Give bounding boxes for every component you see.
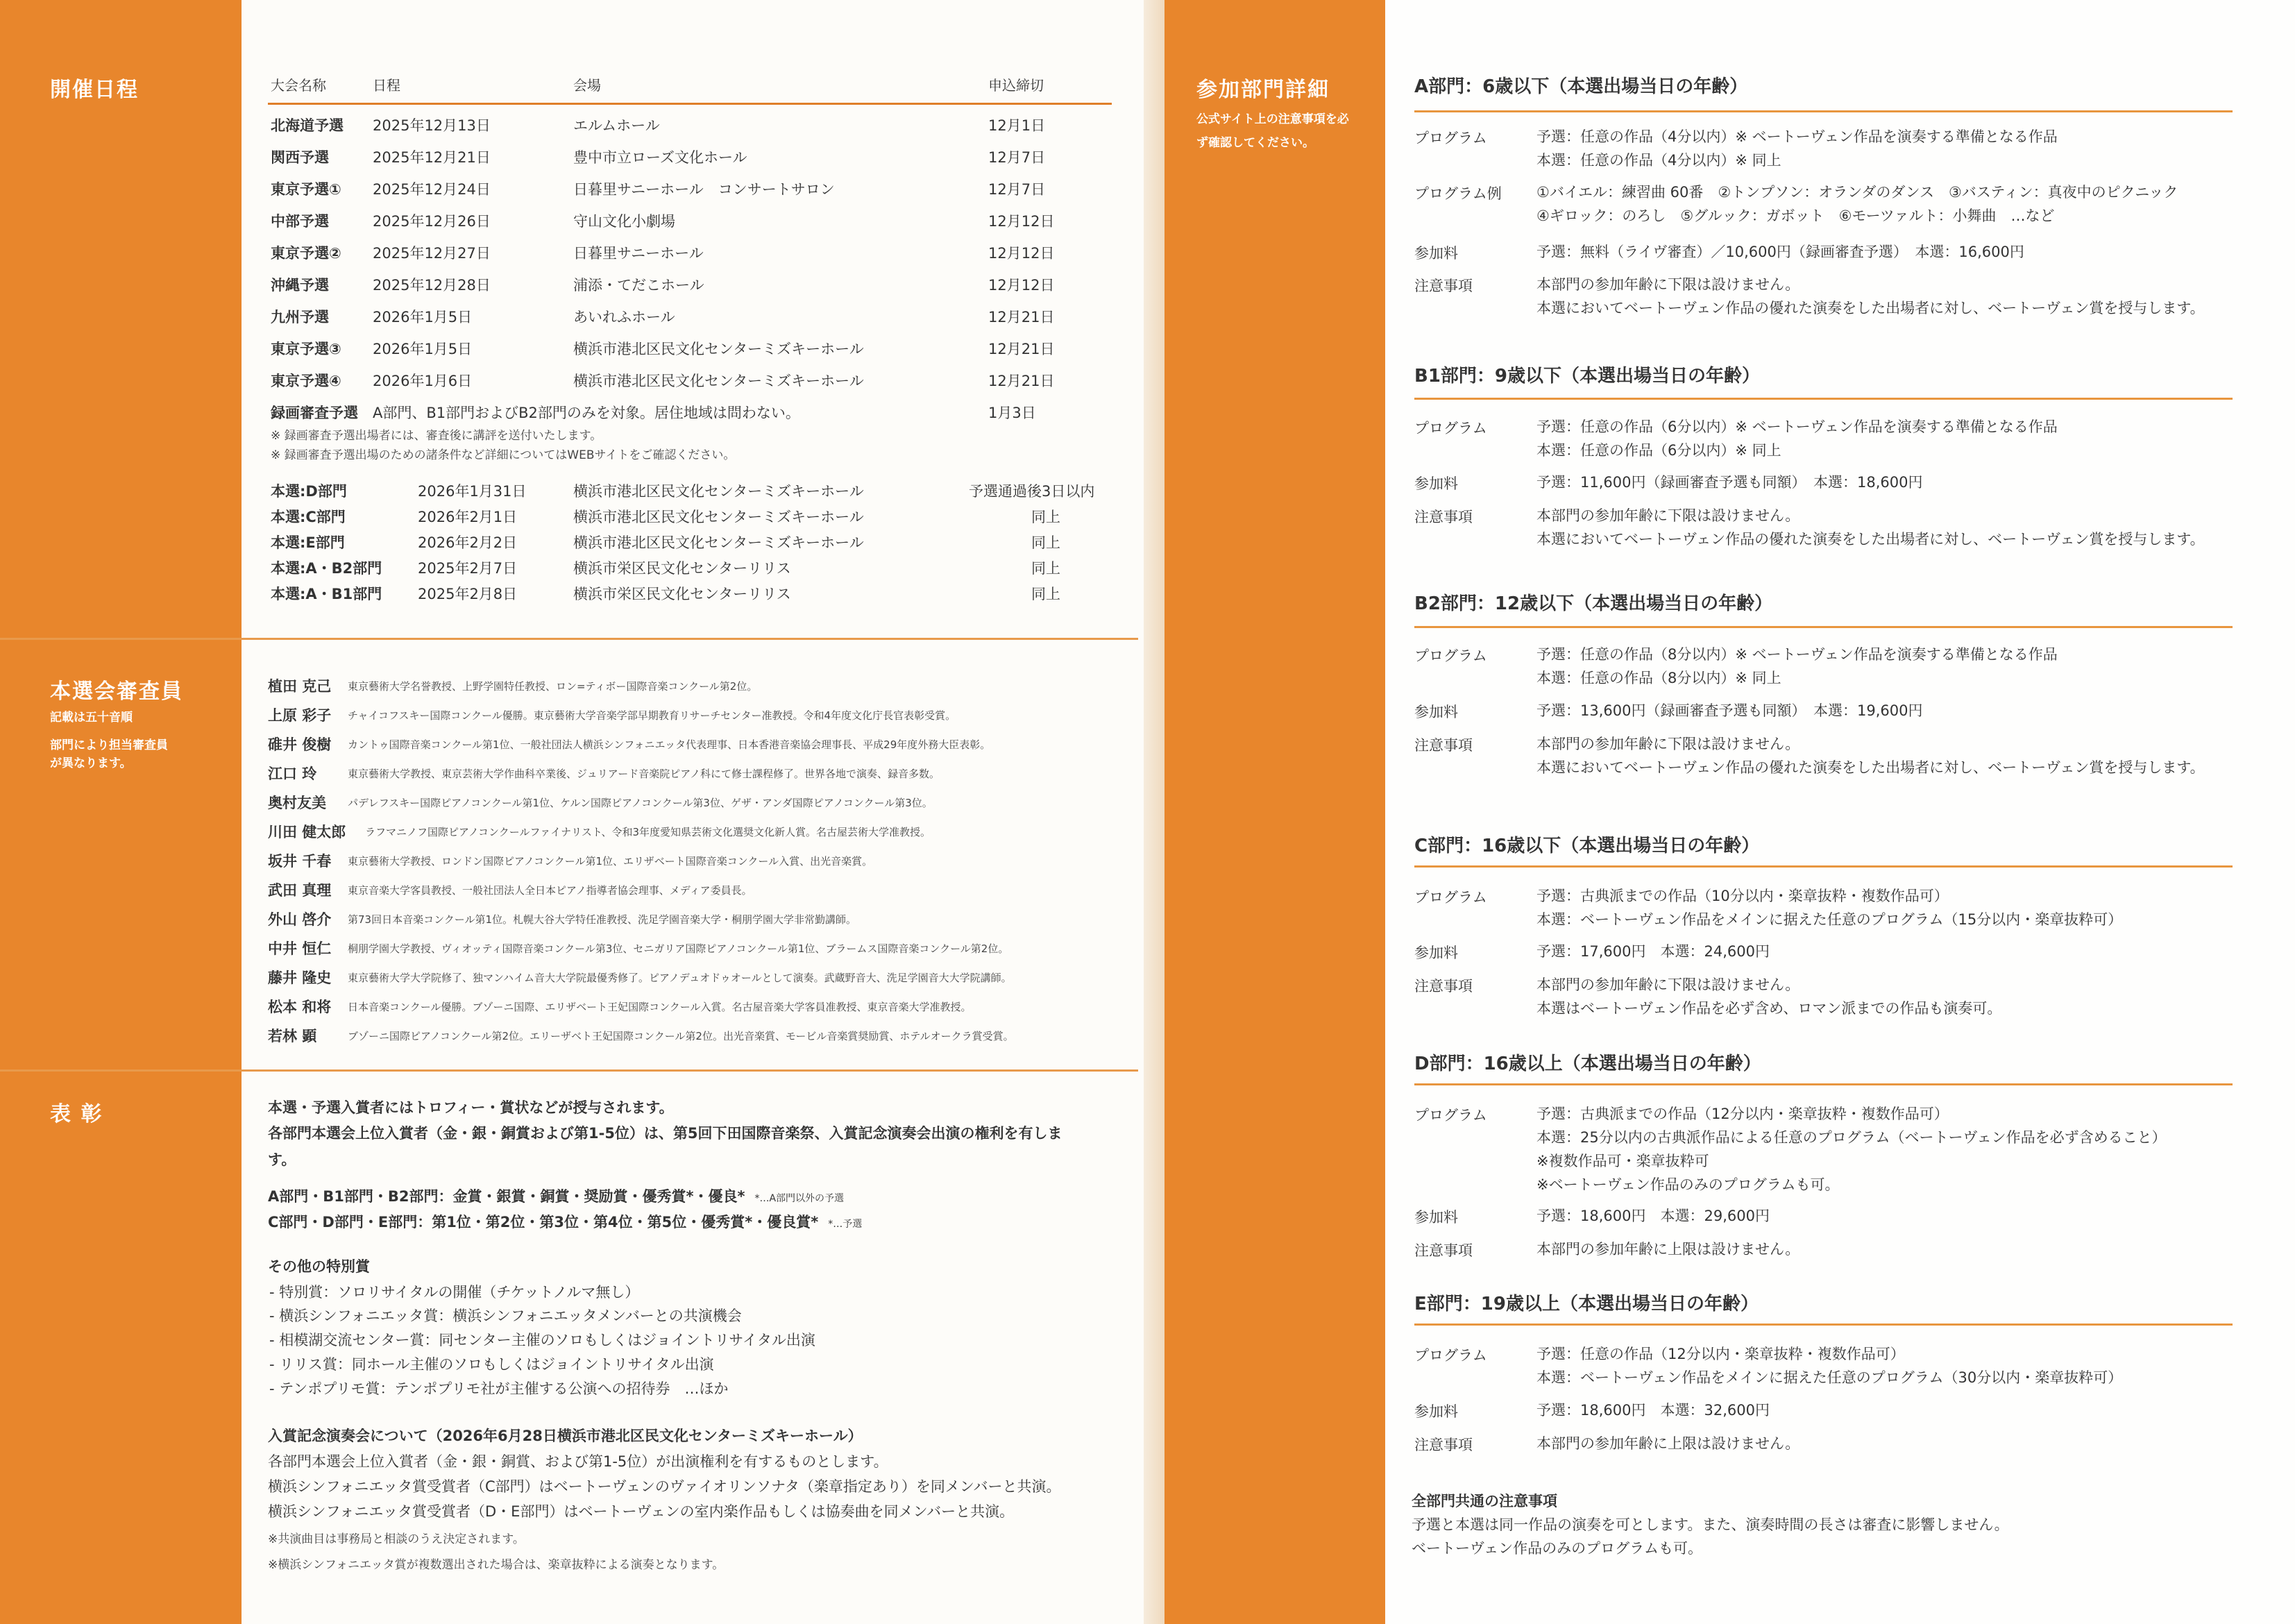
awards-cde-note: *…予選 xyxy=(828,1219,863,1230)
common-line: 予選と本選は同一作品の演奏を可とします。また、演奏時間の長さは審査に影響しません。 xyxy=(1412,1516,2009,1533)
final-venue: 横浜市港北区民文化センターミズキーホール xyxy=(573,534,864,551)
final-deadline: 同上 xyxy=(1031,534,1060,551)
judge-bio: 東京藝術大学教授、ロンドン国際ピアノコンクール第1位、エリザベート国際音楽コンクール入賞、出光音楽賞。 xyxy=(348,855,873,868)
recording-desc: A部門、B1部門およびB2部門のみを対象。居住地域は問わない。 xyxy=(373,405,800,421)
division-b1-program xyxy=(1536,415,2058,462)
prelim-deadline: 12月21日 xyxy=(988,341,1055,357)
prelim-date: 2026年1月5日 xyxy=(373,309,473,325)
division-e-title: E部門：19歳以上（本選出場当日の年齢） xyxy=(1414,1294,1759,1314)
section-divider xyxy=(0,1069,1138,1072)
prelim-date: 2026年1月6日 xyxy=(373,373,473,389)
header-venue: 会場 xyxy=(573,77,601,94)
awards-cde-main: C部門・D部門・E部門：第1位・第2位・第3位・第4位・第5位・優秀賞*・優良賞* xyxy=(268,1214,819,1230)
division-d-title: D部門：16歳以上（本選出場当日の年齢） xyxy=(1414,1054,1761,1074)
note-line: 本選はベートーヴェン作品を必ず含め、ロマン派までの作品も演奏可。 xyxy=(1536,1000,2002,1017)
program-line: 本選：任意の作品（4分以内）※ 同上 xyxy=(1536,152,1781,169)
final-venue: 横浜市港北区民文化センターミズキーホール xyxy=(573,483,864,500)
awards-title: 表 彰 xyxy=(50,1102,103,1126)
prelim-name: 関西予選 xyxy=(271,149,329,166)
division-a-fee: 予選：無料（ライヴ審査）／10,600円（録画審査予選） 本選：16,600円 xyxy=(1536,244,2024,260)
division-rule xyxy=(1414,1323,2233,1326)
final-date: 2025年2月7日 xyxy=(418,560,518,577)
division-rule xyxy=(1414,865,2233,868)
header-name: 大会名称 xyxy=(271,77,326,94)
judge-name: 植田 克己 xyxy=(268,678,332,695)
prelim-deadline: 12月12日 xyxy=(988,277,1055,294)
division-d-note xyxy=(1536,1237,1799,1261)
program-line: 本選：25分以内の古典派作品による任意のプログラム（ベートーヴェン作品を必ず含めること） xyxy=(1536,1129,2167,1146)
program-line: 本選：任意の作品（6分以内）※ 同上 xyxy=(1536,442,1781,459)
final-deadline: 予選通過後3日以内 xyxy=(969,483,1095,500)
prelim-date: 2025年12月24日 xyxy=(373,181,491,198)
prelim-date: 2026年1月5日 xyxy=(373,341,473,357)
division-e-fee: 予選：18,600円 本選：32,600円 xyxy=(1536,1402,1770,1419)
judge-bio: パデレフスキー国際ピアノコンクール第1位、ケルン国際ピアノコンクール第3位、ゲザ・アンダ国際ピアノコンクール第3位。 xyxy=(348,797,933,809)
program-label: プログラム xyxy=(1414,420,1487,437)
judge-name: 武田 真理 xyxy=(268,882,332,899)
example-line: ④ギロック：のろし ⑤グルック：ガボット ⑥モーツァルト：小舞曲 …など xyxy=(1536,208,2055,224)
division-b2-program xyxy=(1536,643,2058,690)
note-line: 本部門の参加年齢に上限は設けません。 xyxy=(1536,1241,1800,1258)
prelim-date: 2025年12月26日 xyxy=(373,213,491,230)
section-divider xyxy=(0,638,1138,640)
judge-name: 若林 顕 xyxy=(268,1028,317,1044)
program-line: 予選：古典派までの作品（12分以内・楽章抜粋・複数作品可） xyxy=(1536,1106,1949,1122)
prelim-date: 2025年12月21日 xyxy=(373,149,491,166)
special-item: - 横浜シンフォニエッタ賞：横浜シンフォニエッタメンバーとの共演機会 xyxy=(269,1308,742,1324)
awards-intro: 本選・予選入賞者にはトロフィー・賞状などが授与されます。 xyxy=(268,1099,674,1116)
program-line: ※複数作品可・楽章抜粋可 xyxy=(1536,1153,1709,1169)
final-deadline: 同上 xyxy=(1031,560,1060,577)
judges-sub: 部門により担当審査員 xyxy=(50,738,168,752)
special-item: - 特別賞：ソロリサイタルの開催（チケットノルマ無し） xyxy=(269,1284,640,1301)
program-line: 本選：ベートーヴェン作品をメインに据えた任意のプログラム（30分以内・楽章抜粋可） xyxy=(1536,1369,2123,1386)
division-c-program xyxy=(1536,884,2122,931)
program-label: プログラム xyxy=(1414,1347,1487,1364)
prelim-deadline: 12月21日 xyxy=(988,373,1055,389)
program-line: 予選：古典派までの作品（10分以内・楽章抜粋・複数作品可） xyxy=(1536,888,1949,904)
judge-name: 中井 恒仁 xyxy=(268,940,332,957)
concert-note: ※共演曲目は事務局と相談のうえ決定されます。 xyxy=(268,1532,525,1546)
note-line: 本部門の参加年齢に上限は設けません。 xyxy=(1536,1435,1800,1452)
common-line: ベートーヴェン作品のみのプログラムも可。 xyxy=(1412,1540,1702,1557)
divisions-sub: 公式サイト上の注意事項を必 xyxy=(1196,112,1349,126)
division-e-program xyxy=(1536,1342,2122,1389)
divisions-sub: ず確認してください。 xyxy=(1196,136,1314,150)
judge-bio: ブゾーニ国際ピアノコンクール第2位。エリーザベト王妃国際コンクール第2位。出光音楽賞、モービル音楽賞奨励賞、ホテルオークラ賞受賞。 xyxy=(348,1030,1014,1042)
division-b2-title: B2部門：12歳以下（本選出場当日の年齢） xyxy=(1414,593,1773,614)
program-label: プログラム xyxy=(1414,1107,1487,1124)
program-line: ※ベートーヴェン作品のみのプログラムも可。 xyxy=(1536,1176,1840,1193)
fee-label: 参加料 xyxy=(1414,1209,1458,1226)
concert-title: 入賞記念演奏会について（2026年6月28日横浜市港北区民文化センターミズキーホール） xyxy=(268,1428,863,1444)
prelim-venue: 日暮里サニーホール コンサートサロン xyxy=(573,181,835,198)
judge-bio: 東京音楽大学客員教授、一般社団法人全日本ピアノ指導者協会理事、メディア委員長。 xyxy=(348,884,752,897)
common-title: 全部門共通の注意事項 xyxy=(1412,1493,1557,1509)
prelim-deadline: 12月21日 xyxy=(988,309,1055,325)
judges-sub: 記載は五十音順 xyxy=(50,711,133,725)
prelim-name: 北海道予選 xyxy=(271,117,344,134)
judge-bio: カントゥ国際音楽コンクール第1位、一般社団法人横浜シンフォニエッタ代表理事、日本香港音楽協会理事長、平成29年度外務大臣表彰。 xyxy=(348,738,991,751)
judge-bio: チャイコフスキー国際コンクール優勝。東京藝術大学音楽学部早期教育リサーチセンター准教授。令和4年度文化庁長官表彰受賞。 xyxy=(348,709,956,722)
division-b1-title: B1部門：9歳以下（本選出場当日の年齢） xyxy=(1414,366,1760,387)
prelim-venue: 横浜市港北区民文化センターミズキーホール xyxy=(573,341,864,357)
special-item: - テンポプリモ賞：テンポプリモ社が主催する公演への招待券 …ほか xyxy=(269,1380,729,1397)
awards-ab-main: A部門・B1部門・B2部門：金賞・銀賞・銅賞・奨励賞・優秀賞*・優良* xyxy=(268,1188,745,1205)
final-name: 本選:D部門 xyxy=(271,483,347,500)
special-item: - リリス賞：同ホール主催のソロもしくはジョイントリサイタル出演 xyxy=(269,1356,714,1373)
final-name: 本選:C部門 xyxy=(271,509,346,525)
note-label: 注意事項 xyxy=(1414,978,1473,995)
concert-line: 各部門本選会上位入賞者（金・銀・銅賞、および第1-5位）が出演権利を有するものとします。 xyxy=(268,1453,888,1470)
prelim-venue: 日暮里サニーホール xyxy=(573,245,704,262)
judge-name: 江口 玲 xyxy=(268,766,317,782)
judge-bio: 桐朋学園大学教授、ヴィオッティ国際音楽コンクール第3位、セニガリア国際ピアノコンクール第1位、ブラームス国際音楽コンクール第2位。 xyxy=(348,942,1009,955)
header-deadline: 申込締切 xyxy=(988,77,1044,94)
division-a-example xyxy=(1536,180,2178,228)
division-b1-note xyxy=(1536,504,2205,551)
awards-cde xyxy=(268,1211,862,1232)
prelim-name: 九州予選 xyxy=(271,309,329,325)
division-c-note xyxy=(1536,973,2001,1020)
judge-name: 藤井 隆史 xyxy=(268,970,332,986)
division-rule xyxy=(1414,1083,2233,1085)
final-venue: 横浜市栄区民文化センターリリス xyxy=(573,560,791,577)
recording-name: 録画審査予選 xyxy=(271,405,358,421)
program-line: 本選：ベートーヴェン作品をメインに据えた任意のプログラム（15分以内・楽章抜粋可） xyxy=(1536,911,2123,928)
prelim-date: 2025年12月27日 xyxy=(373,245,491,262)
judge-name: 奥村友美 xyxy=(268,795,326,811)
concert-line: 横浜シンフォニエッタ賞受賞者（C部門）はベートーヴェンのヴァイオリンソナタ（楽章指定あり）を同メンバーと共演。 xyxy=(268,1478,1061,1495)
division-rule xyxy=(1414,110,2233,112)
judges-sub: が異なります。 xyxy=(50,756,132,770)
division-b2-fee: 予選：13,600円（録画審査予選も同額） 本選：19,600円 xyxy=(1536,702,1923,719)
note-line: 本選においてベートーヴェン作品の優れた演奏をした出場者に対し、ベートーヴェン賞を授与します。 xyxy=(1536,759,2205,776)
program-line: 予選：任意の作品（12分以内・楽章抜粋・複数作品可） xyxy=(1536,1346,1905,1362)
judge-bio: ラフマニノフ国際ピアノコンクールファイナリスト、令和3年度愛知県芸術文化選奨文化新人賞。名古屋芸術大学准教授。 xyxy=(365,826,931,838)
division-a-title: A部門：6歳以下（本選出場当日の年齢） xyxy=(1414,76,1748,97)
judge-name: 外山 啓介 xyxy=(268,911,332,928)
divisions-title: 参加部門詳細 xyxy=(1196,78,1330,102)
special-title: その他の特別賞 xyxy=(268,1258,370,1275)
program-label: プログラム xyxy=(1414,130,1487,146)
header-date: 日程 xyxy=(373,77,400,94)
division-a-program xyxy=(1536,125,2058,172)
division-c-title: C部門：16歳以下（本選出場当日の年齢） xyxy=(1414,836,1760,856)
prelim-deadline: 12月12日 xyxy=(988,213,1055,230)
note-line: 本選においてベートーヴェン作品の優れた演奏をした出場者に対し、ベートーヴェン賞を授与します。 xyxy=(1536,300,2205,316)
note-label: 注意事項 xyxy=(1414,509,1473,525)
concert-note: ※横浜シンフォニエッタ賞が複数選出された場合は、楽章抜粋による演奏となります。 xyxy=(268,1558,725,1572)
prelim-deadline: 12月12日 xyxy=(988,245,1055,262)
example-label: プログラム例 xyxy=(1414,185,1502,202)
prelim-deadline: 12月1日 xyxy=(988,117,1046,134)
prelim-name: 東京予選① xyxy=(271,181,341,198)
final-date: 2026年1月31日 xyxy=(418,483,527,500)
fee-label: 参加料 xyxy=(1414,245,1458,262)
note-line: 本部門の参加年齢に下限は設けません。 xyxy=(1536,276,1800,293)
prelim-name: 東京予選④ xyxy=(271,373,341,389)
program-line: 予選：任意の作品（8分以内）※ ベートーヴェン作品を演奏する準備となる作品 xyxy=(1536,646,2058,663)
prelim-venue: エルムホール xyxy=(573,117,660,134)
final-date: 2026年2月2日 xyxy=(418,534,518,551)
division-e-note xyxy=(1536,1432,1799,1455)
final-name: 本選:E部門 xyxy=(271,534,345,551)
final-date: 2026年2月1日 xyxy=(418,509,518,525)
final-name: 本選:A・B1部門 xyxy=(271,586,382,602)
awards-intro: す。 xyxy=(268,1151,296,1168)
prelim-name: 東京予選③ xyxy=(271,341,341,357)
final-deadline: 同上 xyxy=(1031,509,1060,525)
concert-line: 横浜シンフォニエッタ賞受賞者（D・E部門）はベートーヴェンの室内楽作品もしくは協奏曲を同メンバーと共演。 xyxy=(268,1503,1015,1520)
example-line: ①バイエル：練習曲 60番 ②トンプソン：オランダのダンス ③バスティン：真夜中のピクニック xyxy=(1536,184,2178,201)
awards-ab xyxy=(268,1185,844,1206)
final-deadline: 同上 xyxy=(1031,586,1060,602)
recording-note: ※ 録画審査予選出場者には、審査後に講評を送付いたします。 xyxy=(271,429,602,443)
prelim-deadline: 12月7日 xyxy=(988,181,1046,198)
judge-bio: 日本音楽コンクール優勝。ブゾーニ国際、エリザベート王妃国際コンクール入賞。名古屋音楽大学客員准教授、東京音楽大学准教授。 xyxy=(348,1001,972,1013)
judge-name: 坂井 千春 xyxy=(268,853,332,870)
program-label: プログラム xyxy=(1414,648,1487,664)
note-line: 本部門の参加年齢に下限は設けません。 xyxy=(1536,736,1800,752)
final-venue: 横浜市栄区民文化センターリリス xyxy=(573,586,791,602)
judge-name: 碓井 俊樹 xyxy=(268,736,332,753)
prelim-name: 中部予選 xyxy=(271,213,329,230)
program-line: 予選：任意の作品（6分以内）※ ベートーヴェン作品を演奏する準備となる作品 xyxy=(1536,418,2058,435)
page-fold xyxy=(1144,0,1165,1624)
schedule-title: 開催日程 xyxy=(50,78,139,102)
prelim-date: 2025年12月28日 xyxy=(373,277,491,294)
prelim-name: 沖縄予選 xyxy=(271,277,329,294)
judges-title: 本選会審査員 xyxy=(50,679,183,704)
prelim-venue: あいれふホール xyxy=(573,309,675,325)
prelim-date: 2025年12月13日 xyxy=(373,117,491,134)
final-date: 2025年2月8日 xyxy=(418,586,518,602)
program-line: 本選：任意の作品（8分以内）※ 同上 xyxy=(1536,670,1781,686)
recording-deadline: 1月3日 xyxy=(988,405,1036,421)
special-item: - 相模湖交流センター賞：同センター主催のソロもしくはジョイントリサイタル出演 xyxy=(269,1332,815,1348)
division-c-fee: 予選：17,600円 本選：24,600円 xyxy=(1536,943,1770,960)
awards-ab-note: *…A部門以外の予選 xyxy=(754,1193,845,1204)
division-d-program xyxy=(1536,1102,2167,1196)
judge-name: 松本 和将 xyxy=(268,999,332,1015)
fee-label: 参加料 xyxy=(1414,945,1458,961)
judge-bio: 東京藝術大学名誉教授、上野学園特任教授、ロン=ティボー国際音楽コンクール第2位。 xyxy=(348,680,758,693)
note-line: 本部門の参加年齢に下限は設けません。 xyxy=(1536,507,1800,524)
prelim-venue: 浦添・てだこホール xyxy=(573,277,704,294)
program-label: プログラム xyxy=(1414,889,1487,906)
note-line: 本選においてベートーヴェン作品の優れた演奏をした出場者に対し、ベートーヴェン賞を授与します。 xyxy=(1536,531,2205,548)
final-name: 本選:A・B2部門 xyxy=(271,560,382,577)
division-b2-note xyxy=(1536,732,2205,779)
awards-intro: 各部門本選会上位入賞者（金・銀・銅賞および第1-5位）は、第5回下田国際音楽祭、入賞記念演奏会出演の権利を有しま xyxy=(268,1125,1062,1142)
division-a-note xyxy=(1536,273,2205,320)
division-rule xyxy=(1414,398,2233,400)
fee-label: 参加料 xyxy=(1414,475,1458,492)
final-venue: 横浜市港北区民文化センターミズキーホール xyxy=(573,509,864,525)
prelim-venue: 守山文化小劇場 xyxy=(573,213,675,230)
right-orange-sidebar xyxy=(1165,0,1385,1624)
prelim-venue: 豊中市立ローズ文化ホール xyxy=(573,149,747,166)
note-label: 注意事項 xyxy=(1414,1437,1473,1453)
note-label: 注意事項 xyxy=(1414,1242,1473,1259)
division-d-fee: 予選：18,600円 本選：29,600円 xyxy=(1536,1208,1770,1224)
fee-label: 参加料 xyxy=(1414,704,1458,720)
prelim-deadline: 12月7日 xyxy=(988,149,1046,166)
note-label: 注意事項 xyxy=(1414,737,1473,754)
judge-bio: 東京藝術大学教授、東京芸術大学作曲科卒業後、ジュリアード音楽院ピアノ科にて修士課程修了。世界各地で演奏、録音多数。 xyxy=(348,768,940,780)
prelim-name: 東京予選② xyxy=(271,245,341,262)
note-label: 注意事項 xyxy=(1414,278,1473,294)
division-b1-fee: 予選：11,600円（録画審査予選も同額） 本選：18,600円 xyxy=(1536,474,1923,491)
judge-name: 上原 彩子 xyxy=(268,707,332,724)
division-rule xyxy=(1414,626,2233,628)
judge-bio: 第73回日本音楽コンクール第1位。札幌大谷大学特任准教授、洗足学園音楽大学・桐朋学園大学非常勤講師。 xyxy=(348,913,857,926)
left-orange-sidebar xyxy=(0,0,242,1624)
judge-bio: 東京藝術大学大学院修了、独マンハイム音大大学院最優秀修了。ピアノデュオドゥオールとして演奏。武蔵野音大、洗足学園音大大学院講師。 xyxy=(348,972,1012,984)
program-line: 予選：任意の作品（4分以内）※ ベートーヴェン作品を演奏する準備となる作品 xyxy=(1536,128,2058,145)
fee-label: 参加料 xyxy=(1414,1403,1458,1420)
schedule-header-rule xyxy=(268,103,1112,105)
note-line: 本部門の参加年齢に下限は設けません。 xyxy=(1536,976,1800,993)
prelim-venue: 横浜市港北区民文化センターミズキーホール xyxy=(573,373,864,389)
recording-note: ※ 録画審査予選出場のための諸条件など詳細についてはWEBサイトをご確認ください。 xyxy=(271,448,736,462)
judge-name: 川田 健太郎 xyxy=(268,824,346,840)
